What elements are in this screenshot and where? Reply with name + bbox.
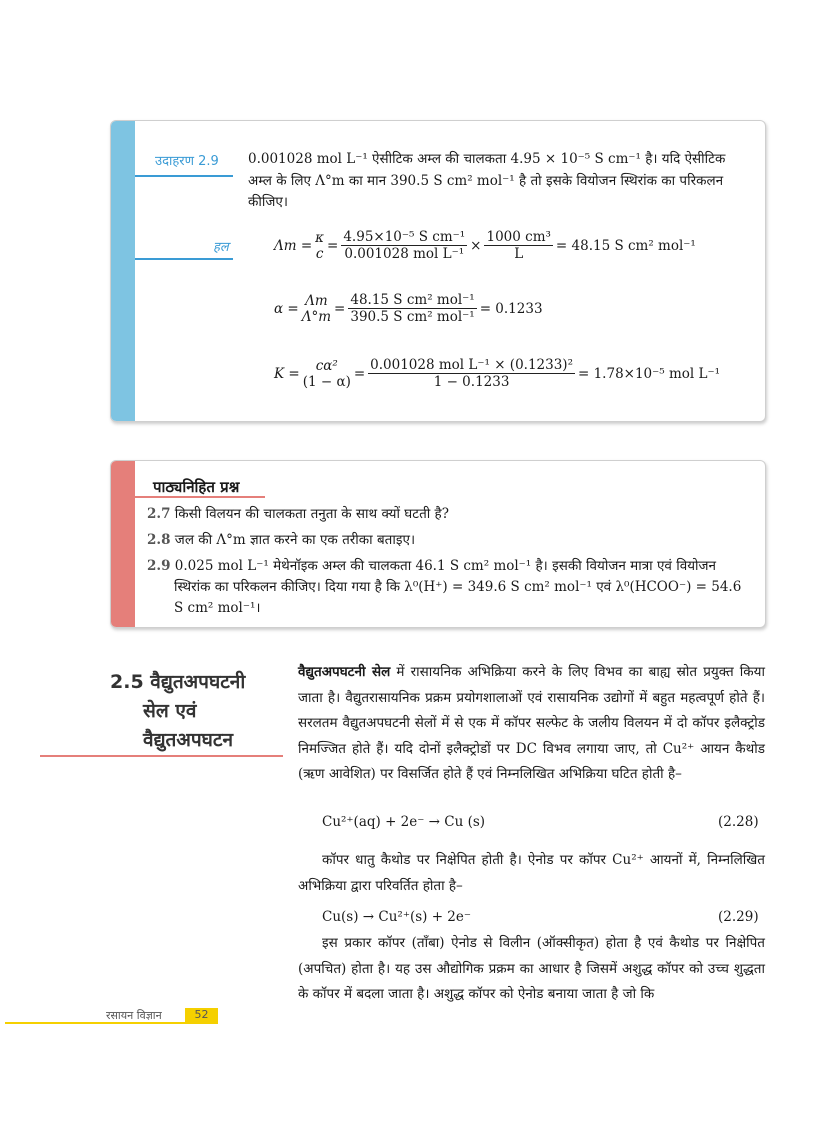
solution-label-rule [135, 258, 233, 260]
body-paragraph [298, 660, 765, 788]
term-bold: वैद्युतअपघटनी सेल [298, 664, 391, 680]
eq-den: L [514, 246, 524, 262]
example-question-line: अम्ल के लिए Λ°m का मान 390.5 S cm² mol⁻¹ है तो इसके वियोजन स्थिरांक का परिकलन [248, 173, 724, 189]
eq-num: 48.15 S cm² mol⁻¹ [350, 292, 475, 308]
section-heading-rule [40, 755, 283, 757]
question-number: 2.8 [147, 532, 171, 548]
question-text: किसी विलयन की चालकता तनुता के साथ क्यों घटती है? [174, 506, 449, 522]
example-question-line: कीजिए। [248, 194, 288, 210]
question-item [147, 530, 415, 548]
eq-result: 0.1233 [495, 300, 543, 317]
eq-num: 4.95×10⁻⁵ S cm⁻¹ [343, 229, 466, 245]
equation-molar-conductivity: Λm = κ c = $\frac{\text{4.95×10⁻⁵ S cm⁻¹}}{\text{0.001028 mol L⁻¹}}$ × $\frac{\text{1000 cm³}}{L}$ = 48.15 S cm² mol⁻¹ [274, 229, 696, 262]
question-text: जल की Λ°m ज्ञात करने का एक तरीका बताइए। [174, 532, 416, 548]
eq-num: κ [315, 229, 325, 246]
section-number: 2.5 [110, 671, 144, 693]
body-paragraph: इस प्रकार कॉपर (ताँबा) ऐनोड से विलीन (ऑक्सीकृत) होता है एवं कैथोड पर निक्षेपित (अपचित) होता है। यह उस औद्योगिक प्रक्रम का आधार है जिसमें अशुद्ध कॉपर को उच्च शुद्धता के कॉपर में बदला जाता है। अशुद्ध कॉपर को ऐनोड बनाया जाता है जो कि [298, 935, 765, 1002]
section-title-line: सेल एवं [143, 700, 197, 722]
equation-dissociation-constant: K = cα² (1 − α) = $\frac{\text{0.001028 mol L⁻¹ × (0.1233)²}}{1 - 0.1233}$ = 1.78×10⁻⁵ mol L⁻¹ [274, 357, 721, 390]
solution-label: हल [213, 240, 229, 255]
example-label: उदाहरण 2.9 [155, 154, 219, 169]
eq-den: Λ°m [301, 308, 332, 325]
eq-den: 1 − 0.1233 [433, 374, 510, 390]
equation-number: (2.28) [718, 814, 759, 830]
section-title-line: वैद्युतअपघटनी [150, 671, 246, 693]
question-item [147, 504, 449, 522]
eq-num: Λm [305, 292, 328, 309]
equation-2-28: Cu²⁺(aq) + 2e⁻ → Cu (s) [322, 814, 486, 830]
equation-degree-dissociation: α = Λm Λ°m = $\frac{\text{48.15 S cm² mol⁻¹}}{\text{390.5 S cm² mol⁻¹}}$ = 0.1233 [274, 292, 543, 325]
question-text: S cm² mol⁻¹। [174, 600, 261, 616]
question-number: 2.9 [147, 558, 171, 574]
intext-heading-rule [135, 496, 265, 498]
section-heading [110, 668, 245, 755]
example-accent-bar [111, 121, 135, 421]
eq-den: (1 − α) [302, 373, 351, 390]
eq-num: 0.001028 mol L⁻¹ × (0.1233)² [370, 357, 573, 373]
section-title-line: वैद्युतअपघटन [143, 729, 234, 751]
intext-accent-bar [111, 461, 135, 627]
equation-2-29: Cu(s) → Cu²⁺(s) + 2e⁻ [322, 909, 472, 925]
example-box [110, 120, 766, 422]
paragraph-text: में रासायनिक अभिक्रिया करने के लिए विभव का बाह्य स्रोत प्रयुक्त किया जाता है। वैद्युतरासायनिक प्रक्रम प्रयोगशालाओं एवं रासायनिक उद्योगों में बहुत महत्वपूर्ण होते हैं। सरलतम वैद्युतअपघटनी सेलों में से एक में कॉपर सल्फेट के जलीय विलयन में दो कॉपर इलैक्ट्रोड निमज्जित होते हैं। यदि दोनों इलैक्ट्रोडों पर DC विभव लगाया जाए, तो Cu²⁺ आयन कैथोड (ऋण आवेशित) पर विसर्जित होते हैं एवं निम्नलिखित अभिक्रिया घटित होती है– [298, 664, 765, 782]
eq-den: c [315, 245, 324, 262]
eq-lhs: Λm [274, 237, 297, 254]
example-label-rule [135, 175, 233, 177]
question-item [147, 556, 716, 574]
example-question-line: 0.001028 mol L⁻¹ ऐसीटिक अम्ल की चालकता 4.95 × 10⁻⁵ S cm⁻¹ है। यदि ऐसीटिक [248, 151, 726, 167]
question-text: स्थिरांक का परिकलन कीजिए। दिया गया है कि λ⁰(H⁺) = 349.6 S cm² mol⁻¹ एवं λ⁰(HCOO⁻) = 54.6 [174, 579, 742, 595]
equation-number: (2.29) [718, 909, 759, 925]
eq-num: 1000 cm³ [486, 229, 551, 245]
eq-num: cα² [315, 357, 338, 374]
body-paragraph: कॉपर धातु कैथोड पर निक्षेपित होती है। ऐनोड पर कॉपर Cu²⁺ आयनों में, निम्नलिखित अभिक्रिया द्वारा परिवर्तित होता है– [298, 852, 765, 894]
footer-book-title: रसायन विज्ञान [106, 1009, 162, 1022]
intext-heading: पाठ्यनिहित प्रश्न [153, 478, 240, 496]
question-text: 0.025 mol L⁻¹ मेथेनॉइक अम्ल की चालकता 46.1 S cm² mol⁻¹ है। इसकी वियोजन मात्रा एवं वियोजन [174, 558, 717, 574]
eq-lhs: α [274, 300, 284, 317]
intext-questions-box [110, 460, 766, 628]
eq-result: 48.15 S cm² mol⁻¹ [571, 237, 696, 254]
eq-result: 1.78×10⁻⁵ mol L⁻¹ [593, 365, 721, 382]
page-number: 52 [185, 1008, 218, 1023]
question-number: 2.7 [147, 506, 171, 522]
eq-den: 390.5 S cm² mol⁻¹ [350, 309, 475, 325]
eq-den: 0.001028 mol L⁻¹ [344, 246, 465, 262]
eq-lhs: K [274, 365, 285, 382]
